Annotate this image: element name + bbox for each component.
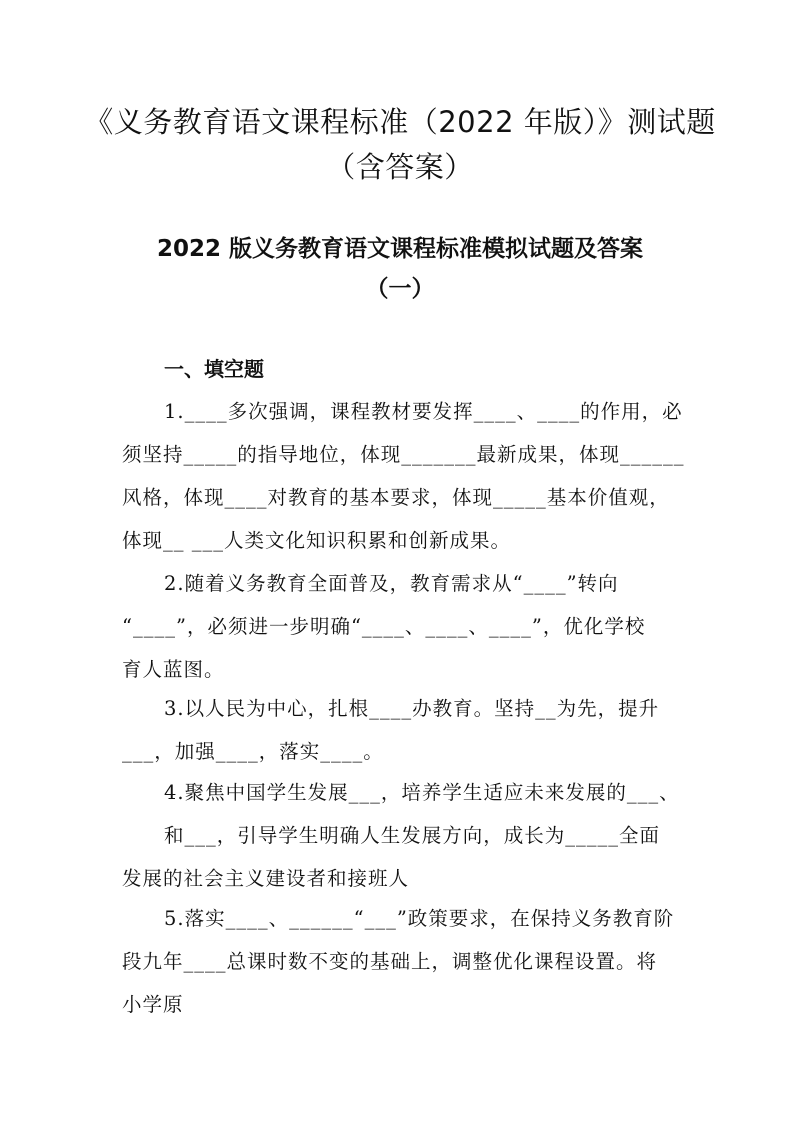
question-line: 段九年____总课时数不变的基础上，调整优化课程设置。将 xyxy=(122,950,658,973)
question-3 xyxy=(122,687,692,773)
question-4 xyxy=(122,771,692,900)
question-line: “____”，必须进一步明确“____、____、____”，优化学校 xyxy=(122,615,646,638)
question-1 xyxy=(122,390,692,562)
question-line: 体现__ ___人类文化知识积累和创新成果。 xyxy=(122,529,511,552)
question-line: 5.落实____、______“___”政策要求，在保持义务教育阶 xyxy=(164,907,675,930)
question-line: 发展的社会主义建设者和接班人 xyxy=(122,867,410,890)
question-line: 育人蓝图。 xyxy=(122,658,225,681)
question-line: 和___，引导学生明确人生发展方向，成长为_____全面 xyxy=(164,824,661,847)
question-line: 4.聚焦中国学生发展___，培养学生适应未来发展的___、 xyxy=(164,781,680,804)
question-5 xyxy=(122,897,692,1026)
question-line: 小学原 xyxy=(122,993,184,1016)
subtitle-line-2: （一） xyxy=(365,276,435,302)
question-2 xyxy=(122,562,692,691)
question-line: 风格，体现____对教育的基本要求，体现_____基本价值观， xyxy=(122,486,670,509)
document-title-line-2: （含答案） xyxy=(326,150,474,184)
question-line: 3.以人民为中心，扎根____办教育。坚持__为先，提升 xyxy=(164,697,660,720)
document-title-line-1: 《义务教育语文课程标准（2022 年版）》测试题 xyxy=(84,105,716,139)
question-line: 须坚持_____的指导地位，体现_______最新成果，体现______ xyxy=(122,443,685,466)
question-line: 1.____多次强调，课程教材要发挥____、____的作用，必 xyxy=(164,400,683,423)
subtitle-line-1: 2022 版义务教育语文课程标准模拟试题及答案 xyxy=(156,236,644,262)
section-heading: 一、填空题 xyxy=(164,357,264,381)
question-line: 2.随着义务教育全面普及，教育需求从“____”转向 xyxy=(164,572,619,595)
question-line: ___，加强____，落实____。 xyxy=(122,740,384,763)
